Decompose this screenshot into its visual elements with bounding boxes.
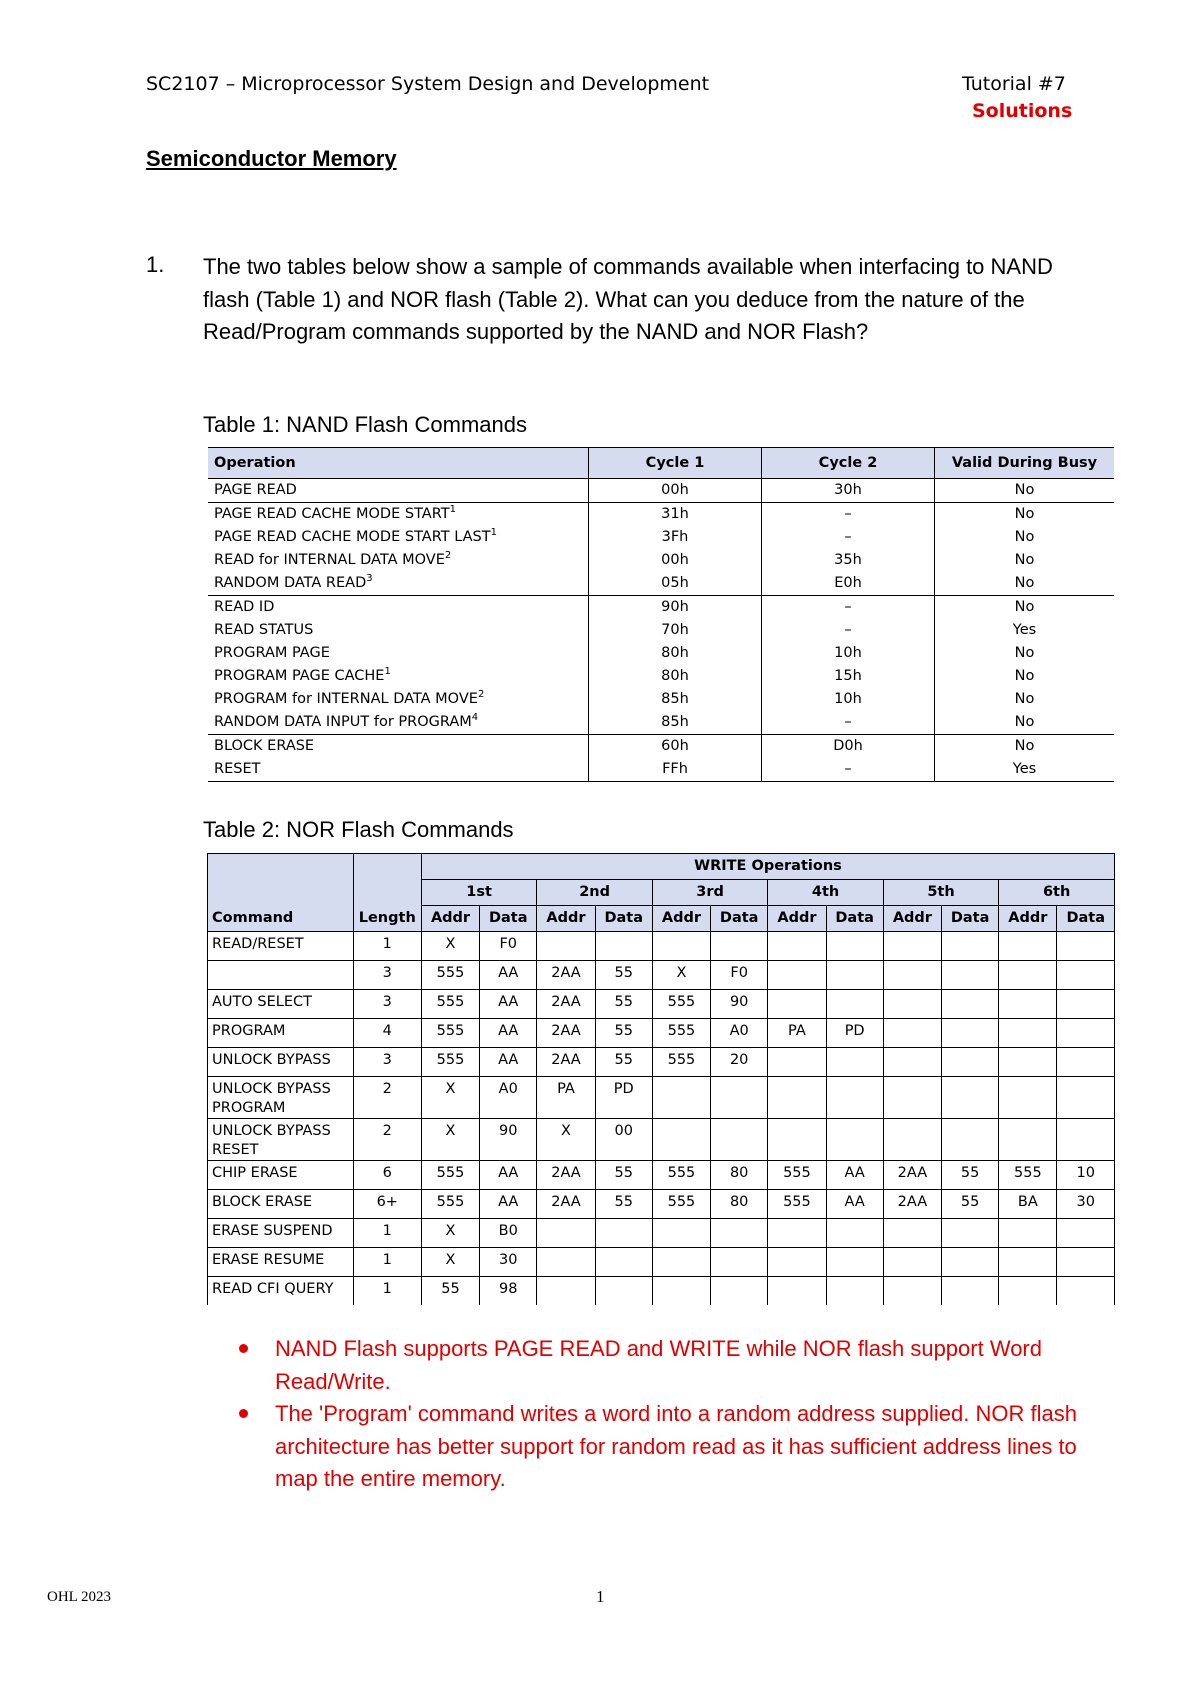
addr-cell: 555 [652, 1019, 710, 1048]
addr-cell: 2AA [537, 961, 595, 990]
header-cycle-6: 6th [999, 880, 1115, 906]
header-data: Data [711, 906, 768, 932]
addr-cell [652, 1219, 710, 1248]
data-cell [1057, 1277, 1115, 1306]
addr-cell: X [421, 932, 479, 961]
addr-cell [883, 1248, 941, 1277]
data-cell [1057, 1019, 1115, 1048]
addr-cell [652, 1119, 710, 1161]
table-row [208, 1019, 1115, 1048]
course-title: SC2107 – Microprocessor System Design and Development [146, 73, 710, 95]
data-cell: 00 [595, 1119, 652, 1161]
busy-cell: Yes [935, 619, 1115, 642]
header-data: Data [595, 906, 652, 932]
c1-cell: 80h [589, 642, 762, 665]
header-cycle2: Cycle 2 [762, 448, 935, 479]
data-cell: 55 [595, 1161, 652, 1190]
header-write-operations: WRITE Operations [421, 854, 1114, 880]
busy-cell: No [935, 596, 1115, 620]
data-cell [595, 1248, 652, 1277]
addr-cell: 555 [999, 1161, 1057, 1190]
table-row [208, 711, 1114, 735]
operation-cell: READ ID [214, 599, 275, 615]
length-cell: 3 [353, 990, 421, 1019]
command-cell: ERASE SUSPEND [208, 1219, 354, 1248]
table-row [208, 1119, 1115, 1161]
operation-cell: RANDOM DATA READ$^3$ [208, 572, 589, 596]
data-cell [942, 1248, 999, 1277]
table-row [208, 1161, 1115, 1190]
table-row [208, 1190, 1115, 1219]
data-cell [711, 1219, 768, 1248]
data-cell: F0 [480, 932, 537, 961]
table-header-row [208, 448, 1114, 479]
header-addr: Addr [883, 906, 941, 932]
busy-cell: No [935, 526, 1115, 549]
addr-cell [883, 1277, 941, 1306]
addr-cell: 555 [768, 1161, 826, 1190]
addr-cell [768, 1277, 826, 1306]
addr-cell [883, 932, 941, 961]
header-cycle-1: 1st [421, 880, 536, 906]
data-cell: AA [480, 1048, 537, 1077]
addr-cell: X [421, 1248, 479, 1277]
question-number: 1. [146, 252, 165, 277]
addr-cell [999, 961, 1057, 990]
header-cycle-3: 3rd [652, 880, 767, 906]
addr-cell [883, 1119, 941, 1161]
addr-cell: X [421, 1119, 479, 1161]
command-cell: ERASE RESUME [208, 1248, 354, 1277]
bullet-dot-icon [239, 1409, 248, 1418]
data-cell [826, 1277, 883, 1306]
addr-cell: 555 [421, 990, 479, 1019]
data-cell [711, 1119, 768, 1161]
header-addr: Addr [768, 906, 826, 932]
data-cell: AA [480, 1161, 537, 1190]
table-row [208, 961, 1115, 990]
addr-cell: 2AA [537, 1019, 595, 1048]
busy-cell: No [935, 503, 1115, 527]
table-row [208, 479, 1114, 503]
bullet-dot-icon [239, 1344, 248, 1353]
data-cell [595, 932, 652, 961]
data-cell [826, 1048, 883, 1077]
header-valid-busy: Valid During Busy [935, 448, 1115, 479]
addr-cell: 555 [421, 1019, 479, 1048]
data-cell: 10 [1057, 1161, 1115, 1190]
addr-cell: 2AA [537, 1161, 595, 1190]
operation-cell: PROGRAM PAGE [214, 645, 330, 661]
addr-cell [768, 990, 826, 1019]
table-row [208, 932, 1115, 961]
data-cell: 55 [595, 1048, 652, 1077]
solutions-label: Solutions [972, 100, 1073, 122]
command-cell: CHIP ERASE [208, 1161, 354, 1190]
length-cell: 2 [353, 1077, 421, 1119]
data-cell [1057, 1077, 1115, 1119]
operation-cell: RESET [208, 758, 589, 782]
addr-cell: 55 [421, 1277, 479, 1306]
data-cell [942, 932, 999, 961]
busy-cell: No [935, 665, 1115, 688]
data-cell [595, 1277, 652, 1306]
addr-cell [768, 1077, 826, 1119]
data-cell: 55 [942, 1190, 999, 1219]
addr-cell [999, 1077, 1057, 1119]
data-cell [1057, 990, 1115, 1019]
table-header-row [208, 854, 1115, 880]
table-row [208, 526, 1114, 549]
data-cell: AA [826, 1190, 883, 1219]
table-row [208, 1048, 1115, 1077]
data-cell [711, 1248, 768, 1277]
data-cell: 55 [942, 1161, 999, 1190]
addr-cell: 555 [652, 1190, 710, 1219]
addr-cell [652, 1277, 710, 1306]
operation-cell: BLOCK ERASE [214, 738, 315, 754]
addr-cell [537, 1248, 595, 1277]
length-cell: 3 [353, 961, 421, 990]
addr-cell [537, 1277, 595, 1306]
busy-cell: No [935, 572, 1115, 596]
addr-cell [537, 932, 595, 961]
header-operation: Operation [208, 448, 589, 479]
addr-cell: 2AA [883, 1161, 941, 1190]
header-addr: Addr [537, 906, 595, 932]
table-row [208, 688, 1114, 711]
command-cell: READ CFI QUERY [208, 1277, 354, 1306]
table-row [208, 735, 1114, 759]
addr-cell: 555 [652, 1048, 710, 1077]
data-cell [826, 1248, 883, 1277]
addr-cell [768, 1248, 826, 1277]
data-cell [942, 1019, 999, 1048]
data-cell [1057, 1219, 1115, 1248]
addr-cell [999, 932, 1057, 961]
c1-cell: 00h [589, 549, 762, 572]
data-cell: PD [826, 1019, 883, 1048]
c2-cell: – [762, 596, 935, 620]
data-cell: B0 [480, 1219, 537, 1248]
length-cell: 2 [353, 1119, 421, 1161]
addr-cell [999, 1048, 1057, 1077]
data-cell: A0 [711, 1019, 768, 1048]
data-cell [1057, 1048, 1115, 1077]
c2-cell: – [762, 758, 935, 782]
data-cell: 98 [480, 1277, 537, 1306]
c1-cell: FFh [589, 758, 762, 782]
length-cell: 6 [353, 1161, 421, 1190]
data-cell [942, 1219, 999, 1248]
c2-cell: – [762, 619, 935, 642]
command-cell: PROGRAM [208, 1019, 354, 1048]
c2-cell: D0h [762, 735, 935, 759]
addr-cell: BA [999, 1190, 1057, 1219]
addr-cell [883, 990, 941, 1019]
c1-cell: 85h [589, 711, 762, 735]
addr-cell [768, 1119, 826, 1161]
data-cell [826, 1077, 883, 1119]
data-cell: 80 [711, 1190, 768, 1219]
data-cell: 30 [1057, 1190, 1115, 1219]
header-cycle-2: 2nd [537, 880, 652, 906]
length-cell: 1 [353, 1248, 421, 1277]
data-cell [826, 932, 883, 961]
header-data: Data [1057, 906, 1115, 932]
table-row [208, 642, 1114, 665]
data-cell [711, 1277, 768, 1306]
c2-cell: 10h [762, 688, 935, 711]
addr-cell [768, 1048, 826, 1077]
addr-cell: X [421, 1077, 479, 1119]
data-cell [826, 1219, 883, 1248]
data-cell: AA [826, 1161, 883, 1190]
operation-cell: PAGE READ CACHE MODE START LAST$^1$ [214, 527, 497, 545]
busy-cell: No [935, 688, 1115, 711]
data-cell [942, 1119, 999, 1161]
c1-cell: 80h [589, 665, 762, 688]
c1-cell: 85h [589, 688, 762, 711]
c2-cell: – [762, 526, 935, 549]
c2-cell: 10h [762, 642, 935, 665]
command-cell: UNLOCK BYPASS PROGRAM [208, 1077, 354, 1119]
nand-commands-table [208, 447, 1114, 782]
busy-cell: No [935, 642, 1115, 665]
busy-cell: No [935, 735, 1115, 759]
operation-cell: RANDOM DATA INPUT for PROGRAM$^4$ [208, 711, 589, 735]
addr-cell: 555 [421, 961, 479, 990]
data-cell [942, 961, 999, 990]
length-cell: 4 [353, 1019, 421, 1048]
data-cell: A0 [480, 1077, 537, 1119]
operation-cell: PAGE READ [208, 479, 589, 503]
busy-cell: No [935, 711, 1115, 735]
data-cell [826, 990, 883, 1019]
c2-cell: – [762, 503, 935, 527]
c2-cell: 35h [762, 549, 935, 572]
data-cell [826, 961, 883, 990]
c1-cell: 31h [589, 503, 762, 527]
data-cell: 30 [480, 1248, 537, 1277]
addr-cell: 2AA [537, 1190, 595, 1219]
c2-cell: 15h [762, 665, 935, 688]
data-cell [595, 1219, 652, 1248]
command-cell [208, 961, 354, 990]
header-length: Length [353, 854, 421, 932]
c1-cell: 3Fh [589, 526, 762, 549]
command-cell: UNLOCK BYPASS RESET [208, 1119, 354, 1161]
data-cell: 55 [595, 961, 652, 990]
c2-cell: 30h [762, 479, 935, 503]
addr-cell [768, 961, 826, 990]
addr-cell [652, 1077, 710, 1119]
c1-cell: 90h [589, 596, 762, 620]
footer-author: OHL 2023 [47, 1589, 112, 1605]
data-cell [1057, 1119, 1115, 1161]
addr-cell [883, 1219, 941, 1248]
header-cycle-4: 4th [768, 880, 883, 906]
length-cell: 1 [353, 1277, 421, 1306]
data-cell [942, 990, 999, 1019]
c1-cell: 00h [589, 479, 762, 503]
data-cell: 90 [480, 1119, 537, 1161]
table-row [208, 990, 1115, 1019]
header-addr: Addr [652, 906, 710, 932]
data-cell: 20 [711, 1048, 768, 1077]
operation-cell: READ for INTERNAL DATA MOVE$^2$ [214, 550, 452, 568]
addr-cell: 555 [652, 990, 710, 1019]
length-cell: 6+ [353, 1190, 421, 1219]
section-title: Semiconductor Memory [146, 146, 397, 171]
addr-cell: X [652, 961, 710, 990]
addr-cell [883, 1048, 941, 1077]
operation-cell: PROGRAM for INTERNAL DATA MOVE$^2$ [214, 689, 485, 707]
header-data: Data [480, 906, 537, 932]
operation-cell: PROGRAM PAGE CACHE$^1$ [214, 666, 391, 684]
question-text: The two tables below show a sample of commands available when interfacing to NAND flash (Table 1) and NOR flash (Table 2). What can you deduce from the nature of the Read/Program commands supported by the NAND and NOR Flash? [203, 254, 1053, 344]
addr-cell [999, 1219, 1057, 1248]
header-data: Data [942, 906, 999, 932]
c2-cell: – [762, 711, 935, 735]
table-row [208, 758, 1114, 782]
table-row [208, 1077, 1115, 1119]
answer-text: NAND Flash supports PAGE READ and WRITE while NOR flash support Word Read/Write. [275, 1336, 1042, 1394]
operation-cell: PAGE READ CACHE MODE START$^1$ [214, 504, 456, 522]
addr-cell [999, 1019, 1057, 1048]
c2-cell: E0h [762, 572, 935, 596]
header-addr: Addr [421, 906, 479, 932]
data-cell: 80 [711, 1161, 768, 1190]
command-cell: READ/RESET [208, 932, 354, 961]
addr-cell: X [421, 1219, 479, 1248]
data-cell [711, 1077, 768, 1119]
addr-cell [768, 932, 826, 961]
table2-caption: Table 2: NOR Flash Commands [203, 817, 514, 842]
addr-cell: 555 [652, 1161, 710, 1190]
addr-cell [537, 1219, 595, 1248]
data-cell [942, 1077, 999, 1119]
table-row [208, 596, 1114, 620]
addr-cell: 2AA [883, 1190, 941, 1219]
data-cell [1057, 1248, 1115, 1277]
data-cell: AA [480, 1190, 537, 1219]
addr-cell [999, 990, 1057, 1019]
table-row [208, 549, 1114, 572]
addr-cell [999, 1119, 1057, 1161]
length-cell: 1 [353, 932, 421, 961]
nor-commands-table [207, 853, 1115, 1305]
table-row [208, 665, 1114, 688]
header-data: Data [826, 906, 883, 932]
header-addr: Addr [999, 906, 1057, 932]
data-cell: PD [595, 1077, 652, 1119]
addr-cell: PA [537, 1077, 595, 1119]
data-cell: F0 [711, 961, 768, 990]
command-cell: UNLOCK BYPASS [208, 1048, 354, 1077]
table-row [208, 572, 1114, 596]
table-row [208, 1248, 1115, 1277]
table-row [208, 1277, 1115, 1306]
addr-cell: X [537, 1119, 595, 1161]
addr-cell [883, 961, 941, 990]
page-number: 1 [596, 1587, 605, 1606]
table-row [208, 503, 1114, 527]
tutorial-label: Tutorial #7 [962, 73, 1066, 95]
addr-cell: PA [768, 1019, 826, 1048]
addr-cell [652, 1248, 710, 1277]
c1-cell: 05h [589, 572, 762, 596]
data-cell: 55 [595, 1019, 652, 1048]
addr-cell: 555 [421, 1190, 479, 1219]
data-cell [942, 1048, 999, 1077]
data-cell [826, 1119, 883, 1161]
addr-cell [883, 1019, 941, 1048]
busy-cell: Yes [935, 758, 1115, 782]
addr-cell [883, 1077, 941, 1119]
c1-cell: 60h [589, 735, 762, 759]
addr-cell: 555 [421, 1161, 479, 1190]
table1-caption: Table 1: NAND Flash Commands [203, 412, 528, 437]
data-cell [711, 932, 768, 961]
table-row [208, 619, 1114, 642]
addr-cell [999, 1277, 1057, 1306]
command-cell: AUTO SELECT [208, 990, 354, 1019]
data-cell [942, 1277, 999, 1306]
data-cell: 90 [711, 990, 768, 1019]
length-cell: 1 [353, 1219, 421, 1248]
addr-cell: 555 [768, 1190, 826, 1219]
addr-cell [652, 932, 710, 961]
data-cell [1057, 932, 1115, 961]
data-cell [1057, 961, 1115, 990]
busy-cell: No [935, 549, 1115, 572]
header-cycle1: Cycle 1 [589, 448, 762, 479]
header-cycle-5: 5th [883, 880, 998, 906]
addr-cell: 2AA [537, 990, 595, 1019]
addr-cell: 555 [421, 1048, 479, 1077]
command-cell: BLOCK ERASE [208, 1190, 354, 1219]
length-cell: 3 [353, 1048, 421, 1077]
busy-cell: No [935, 479, 1115, 503]
data-cell: 55 [595, 990, 652, 1019]
header-command: Command [208, 854, 354, 932]
addr-cell: 2AA [537, 1048, 595, 1077]
addr-cell [999, 1248, 1057, 1277]
data-cell: AA [480, 961, 537, 990]
data-cell: AA [480, 1019, 537, 1048]
operation-cell: READ STATUS [214, 622, 314, 638]
table-row [208, 1219, 1115, 1248]
answer-text: The 'Program' command writes a word into a random address supplied. NOR flash architecture has better support for random read as it has sufficient address lines to map the entire memory. [275, 1401, 1077, 1491]
data-cell: 55 [595, 1190, 652, 1219]
data-cell: AA [480, 990, 537, 1019]
addr-cell [768, 1219, 826, 1248]
c1-cell: 70h [589, 619, 762, 642]
